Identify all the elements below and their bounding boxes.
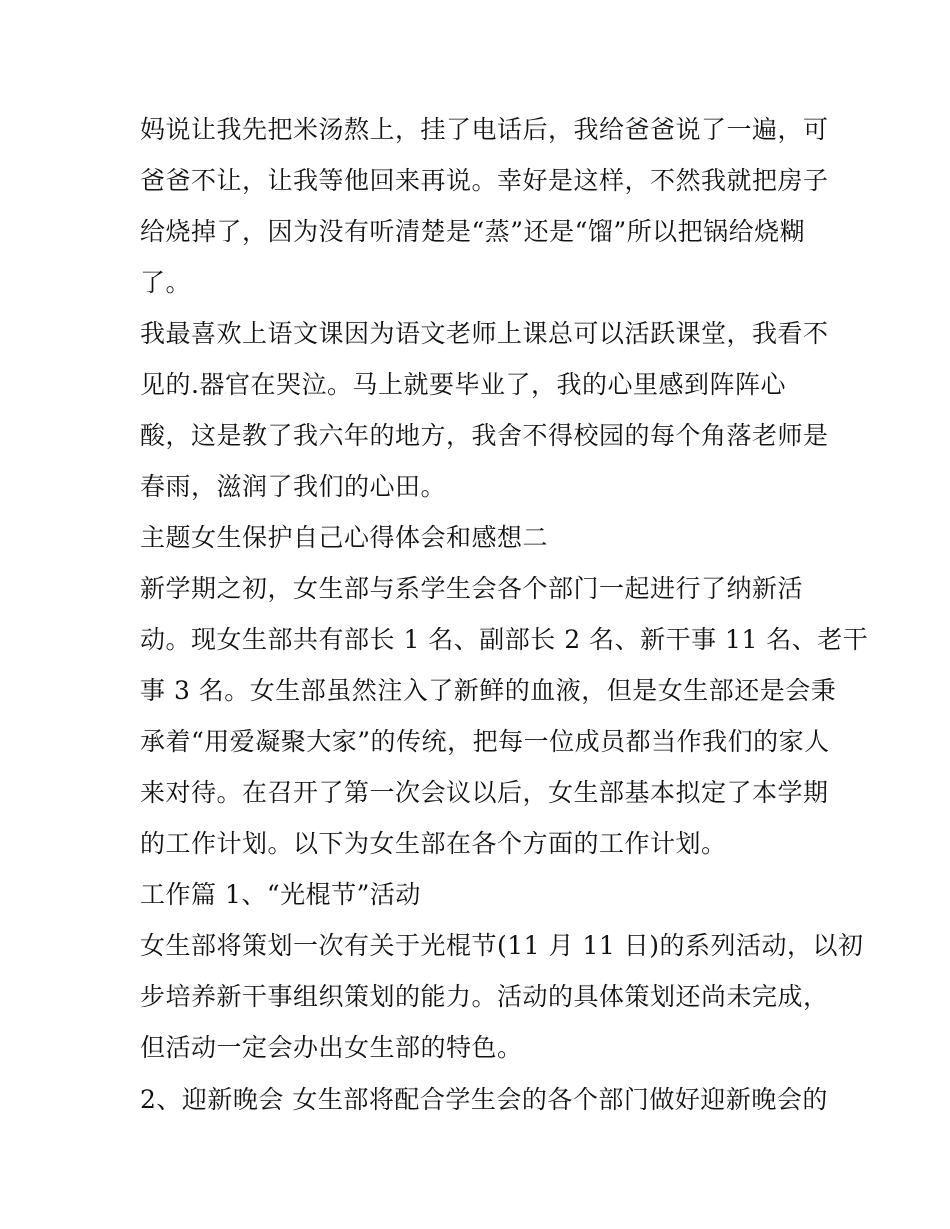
document-body (140, 104, 869, 1125)
section-heading: 工作篇 1、“光棍节”活动 (140, 880, 421, 909)
text-line: 但活动一定会办出女生部的特色。 (140, 1033, 523, 1062)
section-heading: 主题女生保护自己心得体会和感想二 (140, 523, 549, 552)
text-line: 我最喜欢上语文课因为语文老师上课总可以活跃课堂，我看不 (140, 319, 829, 348)
text-line: 给烧掉了，因为没有听清楚是“蒸”还是“馏”所以把锅给烧糊 (140, 217, 806, 246)
text-line: 春雨，滋润了我们的心田。 (140, 472, 447, 501)
text-line: 妈说让我先把米汤熬上，挂了电话后，我给爸爸说了一遍，可 (140, 115, 829, 144)
text-line: 见的.器官在哭泣。马上就要毕业了，我的心里感到阵阵心 (140, 370, 786, 399)
text-line: 2、迎新晚会 女生部将配合学生会的各个部门做好迎新晚会的 (140, 1085, 828, 1114)
text-line: 的工作计划。以下为女生部在各个方面的工作计划。 (140, 829, 727, 858)
text-line: 步培养新干事组织策划的能力。活动的具体策划还尚未完成， (140, 982, 829, 1011)
text-line: 了。 (140, 268, 192, 297)
text-line: 新学期之初，女生部与系学生会各个部门一起进行了纳新活 (140, 574, 804, 603)
text-line: 动。现女生部共有部长 1 名、副部长 2 名、新干事 11 名、老干 (140, 625, 869, 654)
text-line: 来对待。在召开了第一次会议以后，女生部基本拟定了本学期 (140, 778, 829, 807)
text-line: 事 3 名。女生部虽然注入了新鲜的血液，但是女生部还是会秉 (140, 676, 837, 705)
text-line: 酸，这是教了我六年的地方，我舍不得校园的每个角落老师是 (140, 421, 829, 450)
text-line: 承着“用爱凝聚大家”的传统，把每一位成员都当作我们的家人 (140, 727, 830, 756)
text-line: 女生部将策划一次有关于光棍节(11 月 11 日)的系列活动，以初 (140, 931, 864, 960)
text-line: 爸爸不让，让我等他回来再说。幸好是这样，不然我就把房子 (140, 166, 829, 195)
